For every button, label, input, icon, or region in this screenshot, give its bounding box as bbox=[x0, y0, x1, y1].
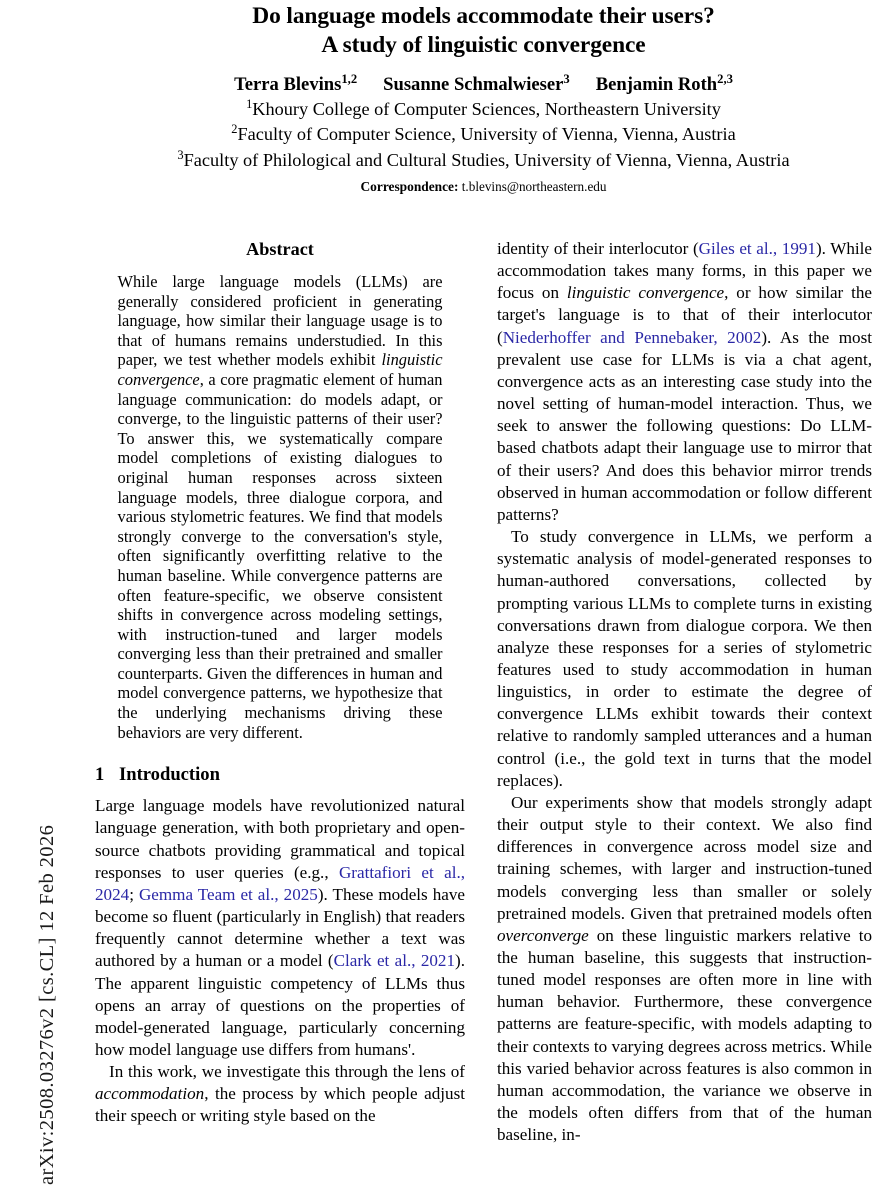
citation-niederhoffer-pennebaker[interactable]: Niederhoffer and Pennebaker, 2002 bbox=[502, 327, 762, 347]
author-name: Susanne Schmalwieser bbox=[383, 74, 564, 95]
par-seg: To study convergence in LLMs, we perform a systematic analysis of model-generated responses to human-authored conversations, collected by prompting various LLMs to complete turns in existing conversations drawn from dialogue corpora. We then analyze these responses for a series of stylometric features used to study accommodation in human linguistics, in order to estimate the degree of convergence LLMs exhibit towards their context relative to randomly sampled utterances and a human control (i.e., the gold text in turns that the model replaces). bbox=[497, 527, 872, 790]
author-list bbox=[95, 72, 872, 97]
citation-clark[interactable]: Clark et al., 2021 bbox=[333, 951, 456, 971]
author-affil-mark: 3 bbox=[563, 71, 570, 86]
abstract-italic-term: linguistic convergence bbox=[117, 350, 443, 389]
citation-grattafiori[interactable]: Grattafiori et al., 2024 bbox=[95, 862, 465, 904]
par-seg: ; bbox=[129, 884, 139, 904]
intro-paragraph-1 bbox=[95, 795, 465, 1061]
italic-term-linguistic-convergence: linguistic convergence bbox=[566, 283, 725, 303]
par-seg: , or how similar the target's language is to that of their interlocutor ( bbox=[497, 283, 872, 347]
affiliation-line bbox=[95, 122, 872, 147]
affiliation-mark: 2 bbox=[231, 122, 238, 137]
affiliation-text: Faculty of Philological and Cultural Studies, University of Vienna, Vienna, Austria bbox=[183, 149, 790, 170]
citation-giles[interactable]: Giles et al., 1991 bbox=[698, 239, 816, 258]
author-affil-mark: 2,3 bbox=[717, 71, 733, 86]
section-title: Introduction bbox=[119, 764, 220, 786]
affiliation-mark: 3 bbox=[177, 147, 184, 162]
abstract-heading: Abstract bbox=[246, 239, 314, 259]
affiliation-line bbox=[95, 97, 872, 122]
intro-paragraph-4 bbox=[497, 526, 872, 792]
author-affiliation-block bbox=[95, 72, 872, 198]
affiliation-line bbox=[95, 148, 872, 173]
affiliation-text: Khoury College of Computer Sciences, Northeastern University bbox=[252, 99, 721, 119]
affiliation-mark: 1 bbox=[246, 96, 253, 111]
author-entry bbox=[595, 71, 733, 95]
correspondence-label: Correspondence: bbox=[360, 179, 459, 195]
correspondence-line bbox=[95, 176, 872, 198]
par-seg: ). These models have become so fluent (particularly in English) that readers frequently cannot determine whether a text was authored by a human or a model ( bbox=[95, 884, 465, 971]
author-name: Terra Blevins bbox=[234, 74, 342, 95]
left-column bbox=[95, 238, 465, 1128]
section-number: 1 bbox=[95, 764, 105, 786]
intro-paragraph-3 bbox=[497, 238, 872, 526]
abstract-body bbox=[118, 272, 443, 742]
citation-gemma-team[interactable]: Gemma Team et al., 2025 bbox=[138, 884, 318, 904]
right-column bbox=[497, 238, 872, 1146]
italic-term-overconverge: overconverge bbox=[497, 925, 589, 945]
abstract-section bbox=[118, 238, 443, 742]
par-seg: identity of their interlocutor ( bbox=[497, 239, 699, 258]
abstract-text-part-1: While large language models (LLMs) are generally considered proficient in generating language, how similar their language usage is to that of humans remains understudied. In this paper, we test whether models exhibit bbox=[117, 272, 443, 370]
par-seg: ). While accommodation takes many forms, in this paper we focus on bbox=[497, 239, 872, 303]
author-affil-mark: 1,2 bbox=[341, 71, 358, 86]
page-title-line-1: Do language models accommodate their users? bbox=[252, 3, 715, 29]
intro-paragraph-5 bbox=[497, 792, 872, 1147]
abstract-text-part-2: , a core pragmatic element of human language communication: do models adapt, or converge, to the linguistic patterns of their user? To answer this, we systematically compare model completions of existing dialogues to original human responses across sixteen language models, three dialogue corpora, and various stylometric features. We find that models strongly converge to the conversation's style, often significantly overfitting relative to the human baseline. While convergence patterns are often feature-specific, we observe consistent shifts in convergence across modeling settings, with instruction-tuned and larger models converging less than their pretrained and smaller counterparts. Given the differences in human and model convergence patterns, we hypothesize that the underlying mechanisms driving these behaviors are very different. bbox=[117, 369, 443, 742]
page-title-line-2: A study of linguistic convergence bbox=[321, 31, 646, 58]
arxiv-identifier-text: arXiv:2508.03276v2 [cs.CL] 12 Feb 2026 bbox=[36, 824, 58, 1185]
par-seg: ). As the most prevalent use case for LLMs is via a chat agent, convergence acts as an interesting case study into the novel setting of human-model interaction. Thus, we seek to answer the following questions: Do LLM-based chatbots adapt their language use to mirror that of their users? And does this behavior mirror trends observed in human accommodation or follow different patterns? bbox=[497, 327, 873, 524]
par-seg: Our experiments show that models strongly adapt their output style to their context. We also find differences in convergence across model size and training schemes, with larger and instruction-tuned models converging less than smaller or solely pretrained models. Given that pretrained models often bbox=[497, 792, 872, 923]
affiliation-text: Faculty of Computer Science, University of Vienna, Vienna, Austria bbox=[237, 124, 736, 145]
intro-paragraph-2 bbox=[95, 1061, 465, 1127]
par-seg: Large language models have revolutionized natural language generation, with both proprietary and open-source chatbots providing grammatical and topical responses to user queries (e.g., bbox=[95, 796, 465, 882]
paper-title-block bbox=[95, 2, 872, 59]
author-entry bbox=[234, 71, 358, 95]
section-heading-introduction bbox=[95, 764, 465, 786]
italic-term-accommodation: accommodation bbox=[95, 1084, 205, 1104]
correspondence-email[interactable]: t.blevins@northeastern.edu bbox=[461, 179, 607, 195]
author-entry bbox=[383, 71, 570, 95]
par-seg: ). The apparent linguistic competency of LLMs thus opens an array of questions on the properties of model-generated language, particularly concerning how model language use differs from humans'. bbox=[95, 951, 465, 1059]
author-name: Benjamin Roth bbox=[595, 74, 718, 95]
par-seg: , the process by which people adjust their speech or writing style based on the bbox=[95, 1084, 465, 1126]
par-seg: on these linguistic markers relative to the human baseline, this suggests that instruction-tuned model responses are often more in line with human behavior. Furthermore, these convergence patterns are feature-specific, with models adapting to their contexts to varying degrees across metrics. While this varied behavior across features is also common in human accommodation, the variance we observe in the models often differs from that of the human baseline, in- bbox=[497, 925, 872, 1145]
par-seg: In this work, we investigate this through the lens of bbox=[109, 1062, 465, 1082]
